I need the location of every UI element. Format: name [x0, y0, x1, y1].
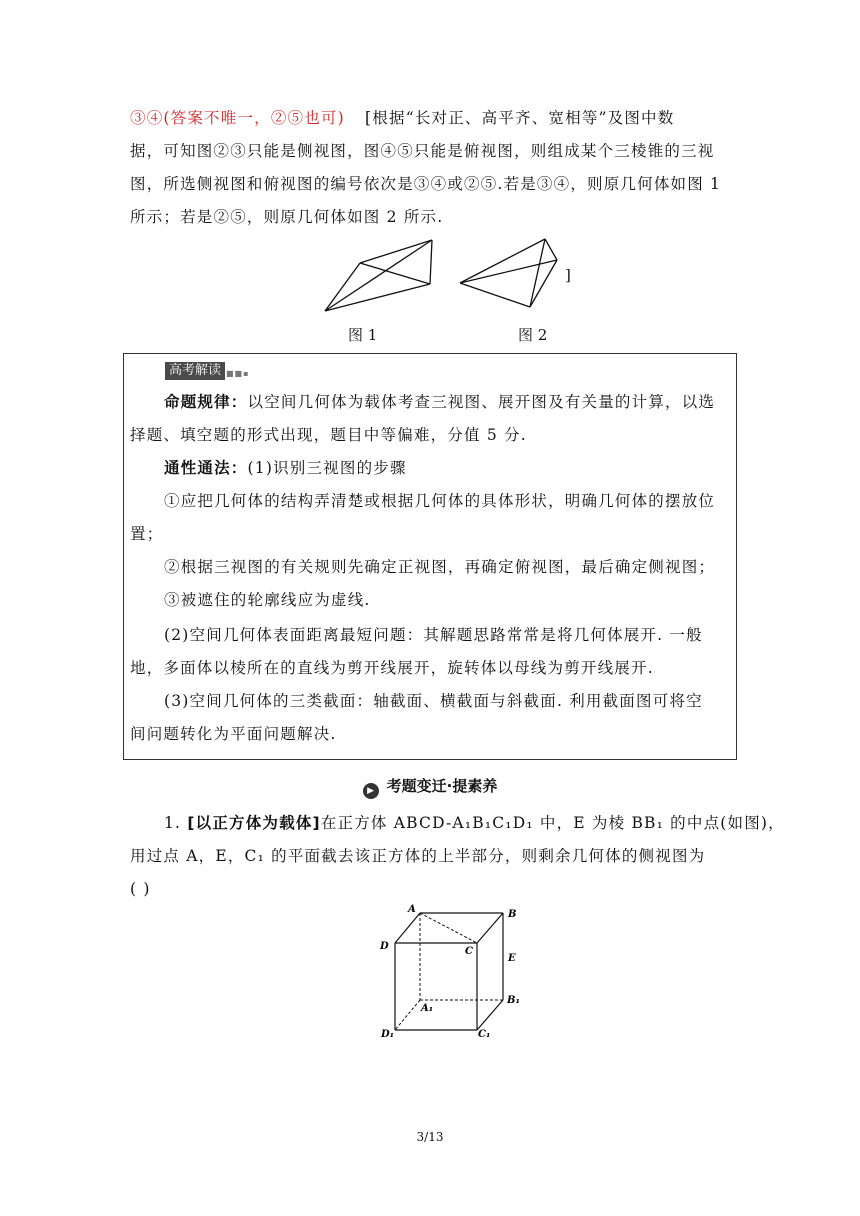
- rule-text-1: 以空间几何体为载体考查三视图、展开图及有关量的计算，以选: [247, 393, 716, 411]
- rule-text-2: 择题、填空题的形式出现，题目中等偏难，分值 5 分.: [130, 426, 527, 444]
- answer-close-bracket: ]: [565, 266, 571, 284]
- cube-label-a: A: [408, 904, 416, 915]
- question-number: 1.: [164, 814, 182, 832]
- analysis-tag: 高考解读: [165, 362, 225, 380]
- answer-explanation-4: 所示；若是②⑤，则原几何体如图 2 所示.: [130, 208, 444, 226]
- rule-label: 命题规律：: [164, 393, 248, 411]
- question-tag: [以正方体为载体]: [187, 814, 321, 832]
- figure-1-caption: 图 1: [348, 326, 378, 344]
- question-answer-blank: ( ): [130, 880, 151, 898]
- cube-figure: [375, 903, 535, 1043]
- answer-explanation-2: 据，可知图②③只能是侧视图，图④⑤只能是俯视图，则组成某个三棱锥的三视: [130, 142, 715, 160]
- method-text: (1)识别三视图的步骤: [247, 459, 407, 477]
- section-title: 考题变迁·提素养: [386, 777, 498, 795]
- play-icon: ▶: [363, 783, 379, 799]
- figure-1: [320, 238, 440, 318]
- answer-line-1: [130, 108, 730, 128]
- step3: ③被遮住的轮廓线应为虚线.: [164, 591, 371, 609]
- step2: ②根据三视图的有关规则先确定正视图，再确定俯视图，最后确定侧视图；: [164, 558, 716, 576]
- cube-label-d: D: [380, 941, 389, 952]
- question-line-1-rest: 在正方体 ABCD-A₁B₁C₁D₁ 中，E 为棱 BB₁ 的中点(如图)，: [320, 814, 785, 832]
- cube-label-c1: C₁: [478, 1029, 491, 1040]
- section-header: [0, 775, 860, 799]
- answer-explanation-3: 图，所选侧视图和俯视图的编号依次是③④或②⑤.若是③④，则原几何体如图 1: [130, 175, 722, 193]
- rule-line-1: [164, 392, 734, 412]
- question-line-1: [164, 813, 785, 833]
- cube-label-b1: B₁: [507, 995, 520, 1006]
- item3-a: (3)空间几何体的三类截面：轴截面、横截面与斜截面. 利用截面图可将空: [164, 692, 703, 710]
- question-line-2: 用过点 A，E，C₁ 的平面截去该正方体的上半部分，则剩余几何体的侧视图为: [130, 847, 706, 865]
- item2-a: (2)空间几何体表面距离最短问题：其解题思路常常是将几何体展开. 一般: [164, 626, 703, 644]
- tag-dots-decoration: ■■▪: [226, 369, 250, 378]
- item2-b: 地，多面体以棱所在的直线为剪开线展开，旋转体以母线为剪开线展开.: [130, 659, 654, 677]
- cube-label-c: C: [465, 946, 473, 957]
- step1-a: ①应把几何体的结构弄清楚或根据几何体的具体形状，明确几何体的摆放位: [164, 492, 716, 510]
- method-label: 通性通法：: [164, 459, 248, 477]
- cube-label-b: B: [508, 909, 517, 920]
- figure-2: [455, 235, 565, 310]
- answer-highlight: ③④(答案不唯一，②⑤也可): [130, 109, 345, 127]
- item3-b: 间问题转化为平面问题解决.: [130, 725, 337, 743]
- step1-b: 置；: [130, 525, 164, 543]
- answer-explanation-1: [根据“长对正、高平齐、宽相等”及图中数: [365, 109, 675, 127]
- cube-label-d1: D₁: [381, 1029, 395, 1040]
- cube-label-a1: A₁: [421, 1003, 434, 1014]
- cube-label-e: E: [508, 953, 516, 964]
- method-line: [164, 458, 734, 478]
- figure-2-caption: 图 2: [518, 326, 548, 344]
- page-number: 3/13: [416, 1130, 444, 1144]
